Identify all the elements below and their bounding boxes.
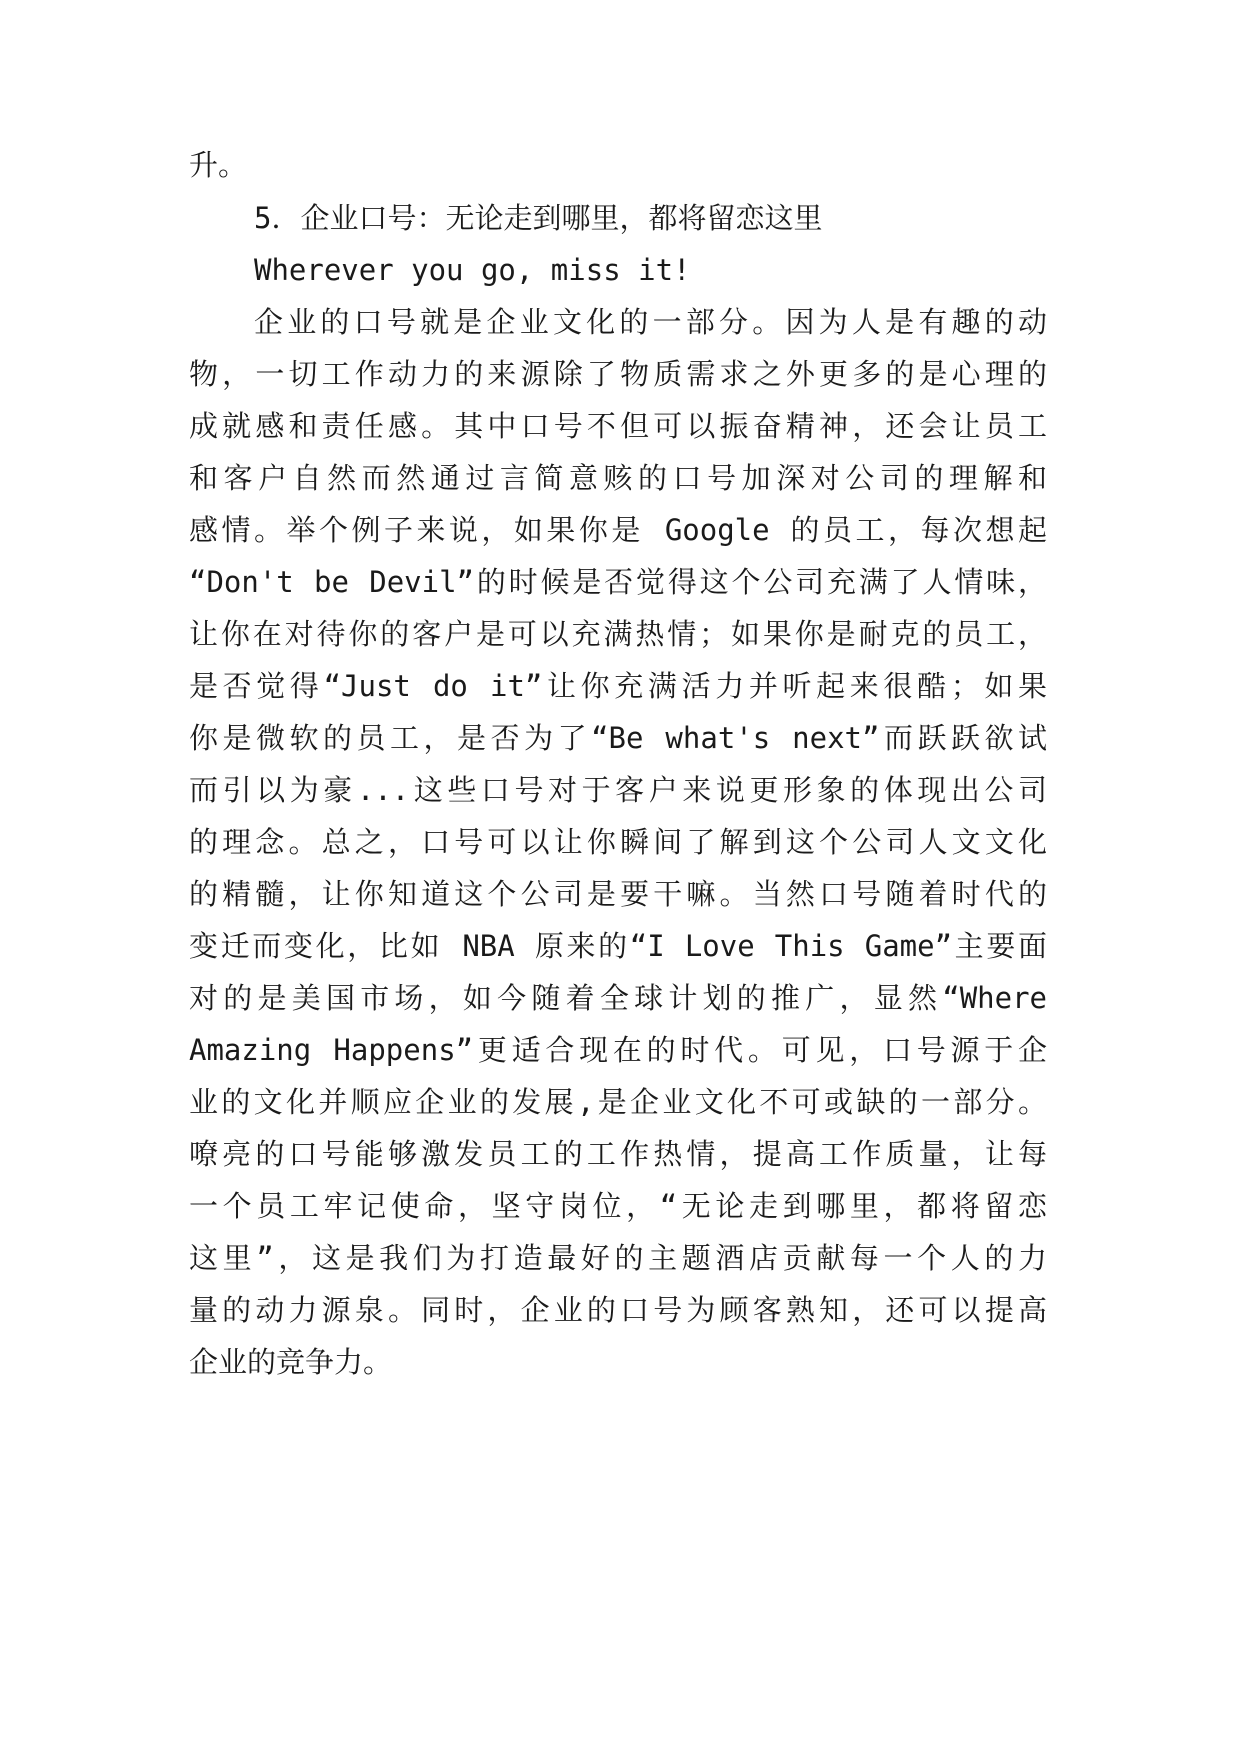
text-line: 的理念。总之，口号可以让你瞬间了解到这个公司人文文化	[189, 825, 1047, 859]
text-line: 一个员工牢记使命，坚守岗位，“无论走到哪里，都将留恋	[189, 1189, 1047, 1223]
text-line: 物，一切工作动力的来源除了物质需求之外更多的是心理的	[189, 357, 1047, 391]
text-line: Amazing Happens”更适合现在的时代。可见，口号源于企	[189, 1033, 1047, 1067]
text-line: 这里”，这是我们为打造最好的主题酒店贡献每一个人的力	[189, 1241, 1047, 1275]
text-line: 是否觉得“Just do it”让你充满活力并听起来很酷；如果	[189, 669, 1047, 703]
text-line: 嘹亮的口号能够激发员工的工作热情，提高工作质量，让每	[189, 1137, 1047, 1171]
text-line: 的精髓，让你知道这个公司是要干嘛。当然口号随着时代的	[189, 877, 1047, 911]
text-line: 企业的竞争力。	[189, 1345, 393, 1379]
text-line: 和客户自然而然通过言简意赅的口号加深对公司的理解和	[189, 461, 1047, 495]
text-line: “Don't be Devil”的时候是否觉得这个公司充满了人情味，	[189, 565, 1047, 599]
text-line: 企业的口号就是企业文化的一部分。因为人是有趣的动	[254, 305, 1047, 339]
text-line: 你是微软的员工，是否为了“Be what's next”而跃跃欲试	[189, 721, 1047, 755]
text-line: 业的文化并顺应企业的发展,是企业文化不可或缺的一部分。	[189, 1085, 1047, 1119]
text-line: 升。	[189, 148, 248, 182]
text-line: 让你在对待你的客户是可以充满热情；如果你是耐克的员工，	[189, 617, 1047, 651]
slogan-english: Wherever you go, miss it!	[254, 253, 691, 287]
text-line: 变迁而变化，比如 NBA 原来的“I Love This Game”主要面	[189, 929, 1047, 963]
text-line: 而引以为豪...这些口号对于客户来说更形象的体现出公司	[189, 773, 1047, 807]
slogan-heading: 5．企业口号：无论走到哪里，都将留恋这里	[254, 201, 823, 235]
text-line: 对的是美国市场，如今随着全球计划的推广，显然“Where	[189, 981, 1047, 1015]
text-line: 成就感和责任感。其中口号不但可以振奋精神，还会让员工	[189, 409, 1047, 443]
text-line: 感情。举个例子来说，如果你是 Google 的员工，每次想起	[189, 513, 1047, 547]
text-line: 量的动力源泉。同时，企业的口号为顾客熟知，还可以提高	[189, 1293, 1047, 1327]
